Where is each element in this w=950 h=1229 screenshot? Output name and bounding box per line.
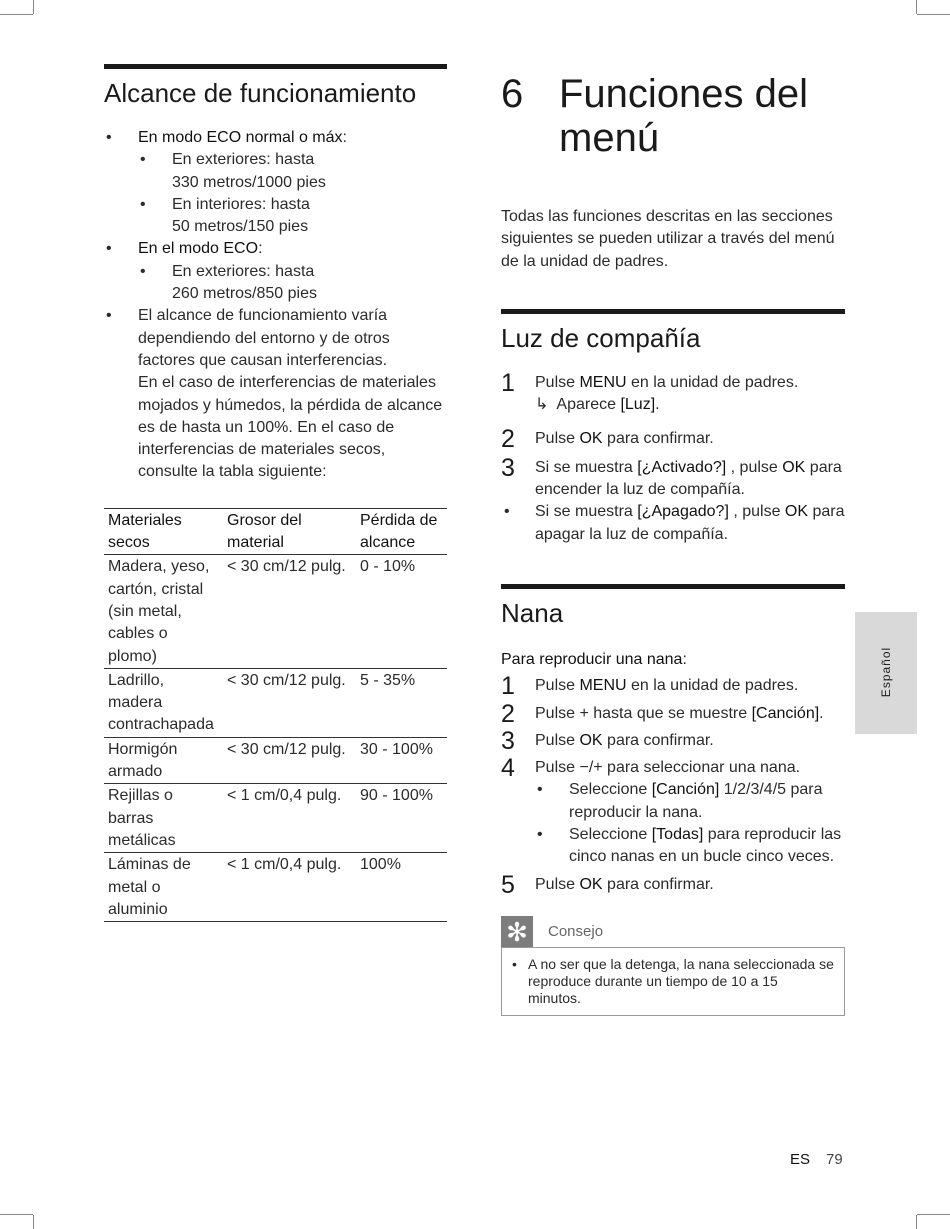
asterisk-icon: ✻	[501, 916, 533, 948]
crop-mark	[33, 0, 34, 14]
table-cell: Láminas de metal o aluminio	[104, 853, 223, 922]
table-cell: < 1 cm/0,4 pulg.	[223, 784, 356, 853]
step: 3 Si se muestra [¿Activado?] , pulse OK para encender la luz de compañía.	[501, 453, 842, 499]
table-cell: 30 - 100%	[356, 737, 447, 784]
step-number: 4	[501, 754, 515, 783]
sub-list	[535, 779, 845, 868]
table-cell: < 30 cm/12 pulg.	[223, 555, 356, 668]
table-cell: < 30 cm/12 pulg.	[223, 668, 356, 737]
step-number: 2	[501, 425, 515, 454]
table-cell: Ladrillo, madera contrachapada	[104, 668, 223, 737]
materials-table	[104, 508, 447, 922]
table-row	[104, 784, 447, 853]
table-cell: 5 - 35%	[356, 668, 447, 737]
step: 5 Pulse OK para confirmar.	[501, 870, 714, 899]
nana-steps	[501, 672, 845, 899]
table-row	[104, 853, 447, 922]
step: 1 Pulse MENU en la unidad de padres.	[501, 672, 799, 701]
luz-steps	[501, 368, 845, 546]
chapter-intro: Todas las funciones descritas en las secciones siguientes se pueden utilizar a través del menú de la unidad de padres.	[501, 208, 835, 270]
sub-list	[138, 261, 447, 306]
page-number: 79	[826, 1151, 843, 1168]
table-cell: Hormigón armado	[104, 737, 223, 784]
sub-list	[138, 149, 447, 238]
step: • Si se muestra [¿Apagado?] , pulse OK para apagar la luz de compañía.	[504, 503, 845, 543]
table-cell: 100%	[356, 853, 447, 922]
right-column	[501, 64, 845, 1016]
crop-mark	[917, 1214, 950, 1215]
crop-mark	[916, 0, 917, 14]
crop-mark	[0, 14, 33, 15]
crop-mark	[0, 1214, 33, 1215]
page-footer	[790, 1151, 843, 1168]
section-rule	[104, 64, 447, 69]
table-header: Pérdida de alcance	[356, 508, 447, 555]
nana-lead: Para reproducir una nana:	[501, 650, 687, 668]
table-cell: 90 - 100%	[356, 784, 447, 853]
arrow-icon: ↳	[535, 396, 549, 414]
section-heading-luz: Luz de compañía	[501, 322, 701, 353]
range-list	[104, 127, 447, 484]
step-number: 1	[501, 672, 515, 701]
step-number: 5	[501, 870, 515, 899]
step: 1 Pulse MENU en la unidad de padres. ↳ Aparece [Luz].	[501, 368, 799, 414]
crop-mark	[33, 1215, 34, 1229]
step-number: 3	[501, 453, 515, 482]
list-item: • En modo ECO normal o máx: • En exteriores: hasta 330 metros/1000 pies • En interiores: hasta 50 metros/150 pies	[104, 127, 447, 238]
chapter-number: 6	[501, 72, 524, 116]
table-header: Grosor del material	[223, 508, 356, 555]
section-heading-nana: Nana	[501, 597, 564, 628]
list-item: • Seleccione [Canción] 1/2/3/4/5 para reproducir la nana.	[535, 779, 845, 824]
list-item: • En interiores: hasta 50 metros/150 pies	[138, 194, 447, 239]
left-column	[104, 64, 447, 922]
tip-label: Consejo	[548, 923, 604, 941]
list-item: • En el modo ECO: • En exteriores: hasta 260 metros/850 pies	[104, 238, 447, 305]
tip-box	[501, 916, 845, 1016]
tip-text: A no ser que la detenga, la nana seleccionada se reproduce durante un tiempo de 10 a 15 minutos.	[528, 955, 834, 1006]
step-number: 3	[501, 726, 515, 755]
crop-mark	[917, 14, 950, 15]
table-cell: < 1 cm/0,4 pulg.	[223, 853, 356, 922]
section-heading-alcance: Alcance de funcionamiento	[104, 78, 417, 108]
list-item	[104, 305, 447, 483]
step: 2 Pulse + hasta que se muestre [Canción].	[501, 699, 824, 728]
table-row	[104, 668, 447, 737]
table-cell: < 30 cm/12 pulg.	[223, 737, 356, 784]
table-cell: Madera, yeso, cartón, cristal (sin metal, cables o plomo)	[104, 555, 223, 668]
step: 3 Pulse OK para confirmar.	[501, 726, 714, 755]
paragraph: En el caso de interferencias de materiales mojados y húmedos, la pérdida de alcance es de hasta un 100%. En el caso de interferencias de materiales secos, consulte la tabla siguiente:	[138, 374, 443, 481]
tip-body	[501, 947, 845, 1016]
language-tab-label: Español	[879, 646, 893, 698]
chapter-heading	[501, 72, 845, 160]
list-item: • En exteriores: hasta 260 metros/850 pies	[138, 261, 447, 306]
step: 2 Pulse OK para confirmar.	[501, 425, 714, 454]
footer-language: ES	[790, 1151, 811, 1168]
step-number: 1	[501, 368, 515, 397]
step-number: 2	[501, 699, 515, 728]
section-rule	[501, 309, 845, 314]
list-item: • En exteriores: hasta 330 metros/1000 pies	[138, 149, 447, 194]
list-item: • Seleccione [Todas] para reproducir las cinco nanas en un bucle cinco veces.	[535, 824, 845, 869]
table-row	[104, 737, 447, 784]
section-rule	[501, 584, 845, 589]
chapter-title: Funciones del menú	[559, 72, 809, 160]
crop-mark	[916, 1215, 917, 1229]
bullet: •	[504, 503, 510, 521]
step: 4 Pulse −/+ para seleccionar una nana. • Seleccione [Canción] 1/2/3/4/5 para reproducir la nana. • Seleccione [Todas] para reproducir las cinco nanas en un bucle cinco veces.	[501, 757, 845, 868]
bullet: •	[512, 955, 517, 972]
table-header: Materiales secos	[104, 508, 223, 555]
tip-header	[501, 916, 845, 948]
table-header-row	[104, 508, 447, 555]
language-tab	[855, 612, 917, 734]
paragraph: El alcance de funcionamiento varía dependiendo del entorno y de otros factores que causan interferencias.	[138, 307, 390, 369]
table-cell: 0 - 10%	[356, 555, 447, 668]
table-cell: Rejillas o barras metálicas	[104, 784, 223, 853]
table-row	[104, 555, 447, 668]
